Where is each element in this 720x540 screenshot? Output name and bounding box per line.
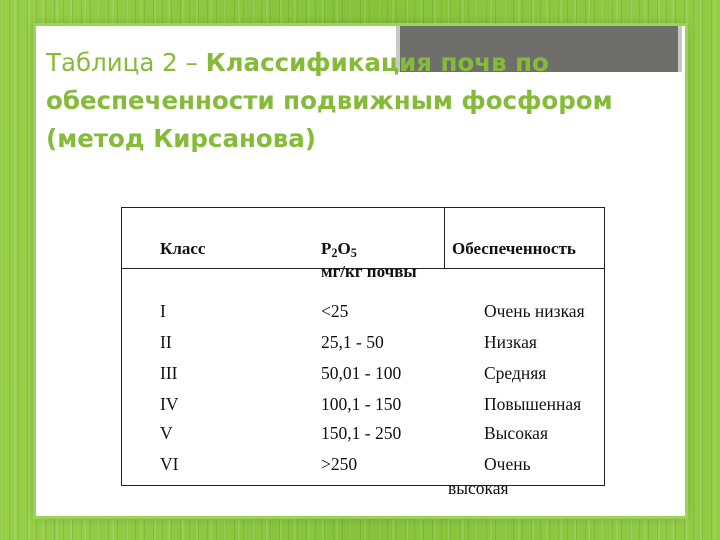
header-class: Класс — [160, 239, 206, 258]
p-symbol: P — [321, 239, 332, 258]
row-5-class: V — [160, 423, 173, 443]
row-1-supply: Очень низкая — [484, 301, 585, 321]
row-1-value: <25 — [321, 301, 349, 321]
row-5-value: 150,1 - 250 — [321, 423, 402, 443]
slide — [36, 26, 685, 516]
row-2-supply: Низкая — [484, 332, 537, 352]
classification-table — [121, 207, 605, 498]
header-supply: Обеспеченность — [452, 239, 576, 258]
row-4-value: 100,1 - 150 — [321, 394, 402, 414]
row-3-class: III — [160, 363, 178, 383]
p-subscript: 2 — [331, 246, 338, 261]
header-divider-vertical — [444, 208, 445, 268]
row-6-supply: Очень — [484, 454, 531, 474]
row-3-value: 50,01 - 100 — [321, 363, 402, 383]
row-6-supply-continued: высокая — [448, 478, 509, 498]
header-p2o5 — [321, 239, 357, 259]
row-4-supply: Повышенная — [484, 394, 582, 414]
row-3-supply: Средняя — [484, 363, 547, 383]
row-2-value: 25,1 - 50 — [321, 332, 384, 352]
o-symbol: O — [337, 239, 351, 258]
o-subscript: 5 — [350, 246, 357, 261]
row-1-class: I — [160, 301, 166, 321]
row-6-value: >250 — [321, 454, 358, 474]
row-4-class: IV — [160, 394, 179, 414]
row-5-supply: Высокая — [484, 423, 549, 443]
header-unit: мг/кг почвы — [321, 262, 417, 281]
slide-title — [46, 44, 666, 158]
slide-title-prefix: Таблица 2 – — [46, 48, 206, 77]
row-6-class: VI — [160, 454, 179, 474]
row-2-class: II — [160, 332, 172, 352]
slide-title-main: Классификация почв по обеспеченности подвижным фосфором (метод Кирсанова) — [46, 48, 613, 153]
